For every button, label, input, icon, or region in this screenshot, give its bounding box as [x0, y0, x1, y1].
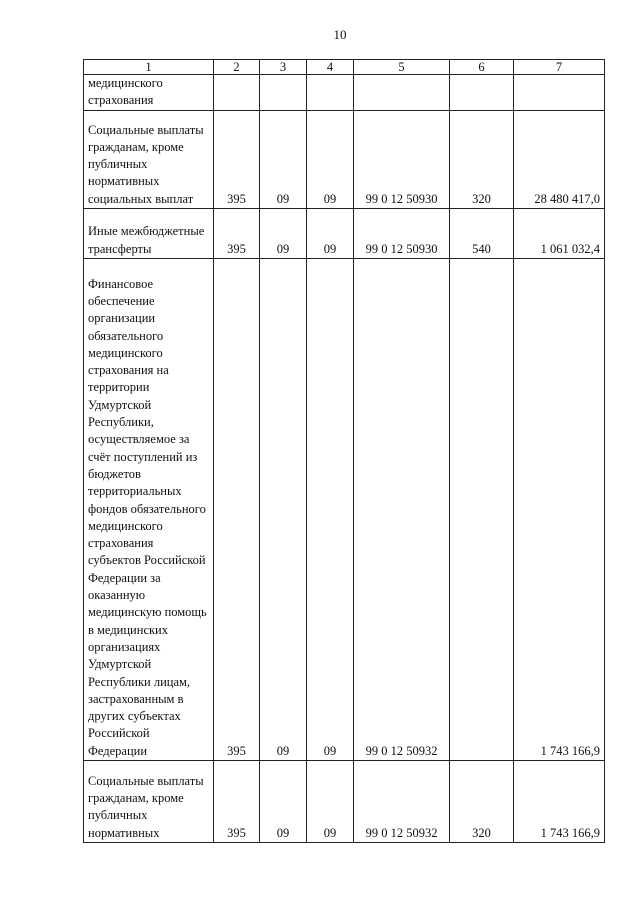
cell-code-2: 395	[214, 111, 260, 209]
cell-code-6: 540	[450, 209, 514, 259]
cell-code-3	[260, 75, 307, 111]
cell-code-5: 99 0 12 50930	[354, 111, 450, 209]
cell-amount	[514, 75, 605, 111]
cell-code-2	[214, 75, 260, 111]
column-header: 4	[307, 60, 354, 75]
table-header-row	[84, 60, 605, 75]
table-row	[84, 209, 605, 259]
budget-table	[83, 59, 605, 843]
row-name: Иные межбюджетные трансферты	[84, 209, 214, 259]
cell-code-3: 09	[260, 761, 307, 843]
cell-code-6: 320	[450, 111, 514, 209]
cell-code-5	[354, 75, 450, 111]
cell-amount: 1 061 032,4	[514, 209, 605, 259]
cell-code-3: 09	[260, 209, 307, 259]
column-header: 3	[260, 60, 307, 75]
cell-amount: 28 480 417,0	[514, 111, 605, 209]
cell-code-4: 09	[307, 209, 354, 259]
table-row	[84, 75, 605, 111]
cell-code-5: 99 0 12 50932	[354, 761, 450, 843]
column-header: 1	[84, 60, 214, 75]
cell-code-6: 320	[450, 761, 514, 843]
cell-code-6	[450, 259, 514, 761]
cell-code-6	[450, 75, 514, 111]
column-header: 2	[214, 60, 260, 75]
cell-code-2: 395	[214, 259, 260, 761]
cell-code-4: 09	[307, 111, 354, 209]
cell-code-2: 395	[214, 761, 260, 843]
column-header: 6	[450, 60, 514, 75]
page-number: 10	[333, 27, 347, 42]
cell-code-5: 99 0 12 50932	[354, 259, 450, 761]
cell-amount: 1 743 166,9	[514, 761, 605, 843]
table-row	[84, 111, 605, 209]
row-name: медицинского страхования	[84, 75, 214, 111]
cell-code-4	[307, 75, 354, 111]
table-row	[84, 761, 605, 843]
row-name: Финансовое обеспечение организации обязательного медицинского страхования на территории Удмуртской Республики, осуществляемое за счёт поступлений из бюджетов территориальных фондов обязательного медицинского страхования субъектов Российской Федерации за оказанную медицинскую помощь в медицинских организациях Удмуртской Республики лицам, застрахованным в других субъектах Российской Федерации	[84, 259, 214, 761]
row-name: Социальные выплаты гражданам, кроме публичных нормативных социальных выплат	[84, 111, 214, 209]
cell-code-5: 99 0 12 50930	[354, 209, 450, 259]
row-name: Социальные выплаты гражданам, кроме публичных нормативных	[84, 761, 214, 843]
column-header: 7	[514, 60, 605, 75]
cell-code-3: 09	[260, 259, 307, 761]
cell-code-2: 395	[214, 209, 260, 259]
column-header: 5	[354, 60, 450, 75]
cell-amount: 1 743 166,9	[514, 259, 605, 761]
cell-code-4: 09	[307, 761, 354, 843]
cell-code-4: 09	[307, 259, 354, 761]
table-row	[84, 259, 605, 761]
cell-code-3: 09	[260, 111, 307, 209]
